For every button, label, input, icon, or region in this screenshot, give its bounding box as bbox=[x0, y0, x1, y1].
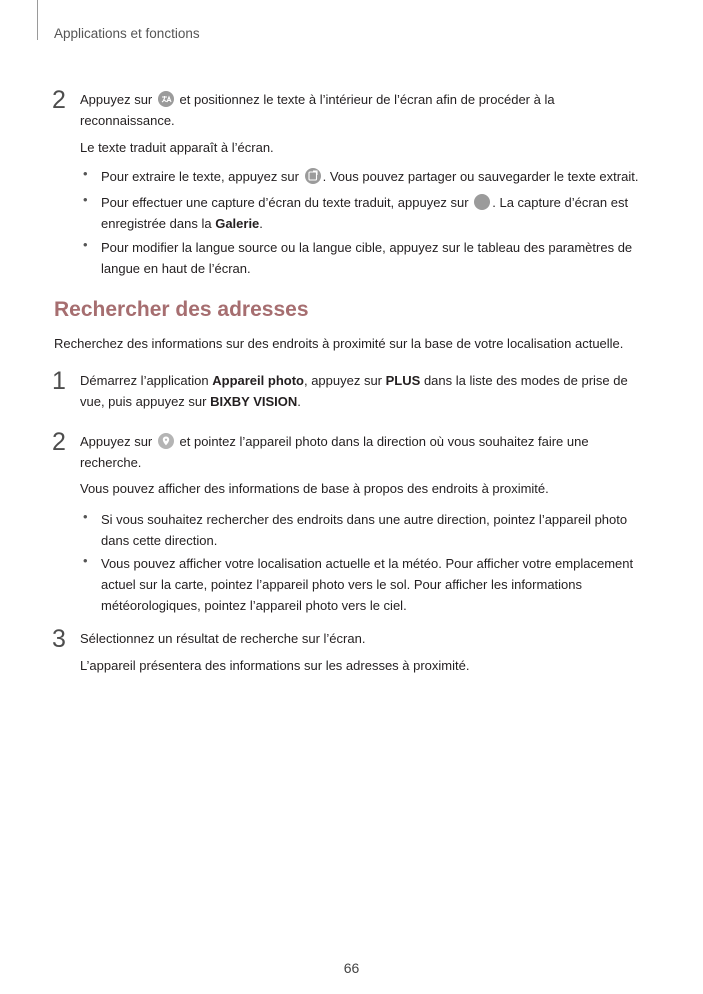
step-text: Appuyez sur et pointez l’appareil photo dans la direction où vous souhaitez faire une recherche. bbox=[80, 434, 589, 470]
bullet-dot: • bbox=[83, 553, 88, 568]
step-number: 2 bbox=[52, 428, 66, 456]
bullet-item: Pour effectuer une capture d’écran du texte traduit, appuyez sur . La capture d’écran est enregistrée dans la Galerie. bbox=[101, 195, 629, 231]
page-margin-rule bbox=[37, 0, 38, 40]
capture-icon bbox=[474, 194, 490, 210]
place-icon bbox=[158, 433, 174, 449]
bullet-dot: • bbox=[83, 509, 88, 524]
section-intro: Recherchez des informations sur des endroits à proximité sur la base de votre localisation actuelle. bbox=[54, 336, 624, 351]
bullet-item: Pour modifier la langue source ou la langue cible, appuyez sur le tableau des paramètres de langue en haut de l’écran. bbox=[101, 240, 633, 276]
step-number: 3 bbox=[52, 625, 66, 653]
extract-text-icon bbox=[305, 168, 321, 184]
section-title: Rechercher des adresses bbox=[54, 298, 309, 321]
bullet-dot: • bbox=[83, 237, 88, 252]
step-note: Le texte traduit apparaît à l’écran. bbox=[80, 140, 274, 155]
step-text: Démarrez l’application Appareil photo, appuyez sur PLUS dans la liste des modes de prise de vue, puis appuyez sur BIXBY VISION. bbox=[80, 373, 628, 409]
bullet-item: Vous pouvez afficher votre localisation actuelle et la météo. Pour afficher votre emplacement actuel sur la carte, pointez l’appareil photo vers le sol. Pour afficher les informations météorologiques, pointez l’appareil photo vers le ciel. bbox=[101, 556, 634, 613]
bullet-dot: • bbox=[83, 166, 88, 181]
step-note: Vous pouvez afficher des informations de base à propos des endroits à proximité. bbox=[80, 481, 549, 496]
step-number: 2 bbox=[52, 86, 66, 114]
step-text: Sélectionnez un résultat de recherche sur l’écran. bbox=[80, 631, 366, 646]
bullet-dot: • bbox=[83, 192, 88, 207]
step-note: L’appareil présentera des informations sur les adresses à proximité. bbox=[80, 658, 470, 673]
translate-icon bbox=[158, 91, 174, 107]
page-header: Applications et fonctions bbox=[54, 26, 200, 41]
bullet-item: Si vous souhaitez rechercher des endroits dans une autre direction, pointez l’appareil photo dans cette direction. bbox=[101, 512, 628, 548]
step-number: 1 bbox=[52, 367, 66, 395]
bullet-item: Pour extraire le texte, appuyez sur . Vous pouvez partager ou sauvegarder le texte extrait. bbox=[101, 169, 639, 184]
step-text: Appuyez sur et positionnez le texte à l’intérieur de l’écran afin de procéder à la reconnaissance. bbox=[80, 92, 555, 128]
page-number: 66 bbox=[343, 960, 360, 976]
